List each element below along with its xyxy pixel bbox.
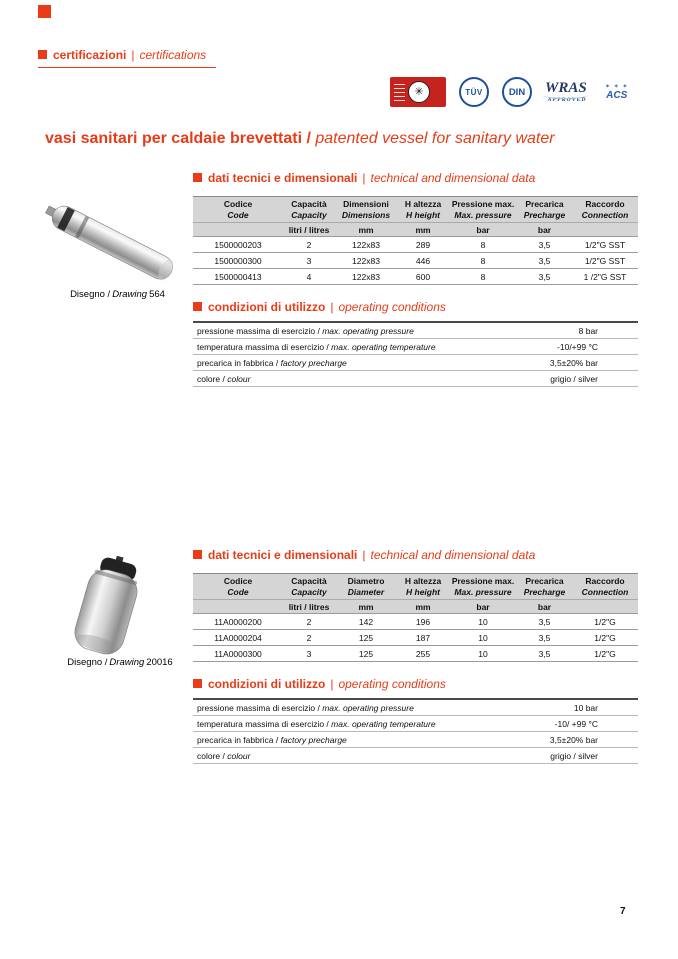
- col-header-en: Max. pressure: [454, 586, 512, 597]
- col-header-en: Precharge: [523, 209, 566, 220]
- unit-cell: mm: [397, 600, 449, 614]
- table-cell: 2: [283, 630, 335, 646]
- tech-header-en: technical and dimensional data: [370, 171, 536, 185]
- table-cell: 122x83: [335, 237, 397, 253]
- col-header: [572, 197, 638, 223]
- table-cell: 11A0000300: [193, 646, 283, 662]
- cert-header-it: certificazioni: [53, 48, 127, 62]
- condition-row: [193, 716, 638, 732]
- condition-label-en: factory precharge: [280, 734, 347, 745]
- condition-row: [193, 322, 638, 339]
- table-cell: 3,5: [517, 253, 572, 269]
- table-cell: 125: [335, 646, 397, 662]
- operating-conditions-table-1: [193, 321, 638, 387]
- col-header-it: Codice: [223, 199, 253, 209]
- unit-cell: mm: [397, 223, 449, 237]
- col-header-en: Code: [227, 209, 249, 220]
- cert-header-en: certifications: [139, 48, 207, 62]
- wras-text: WRAS: [545, 79, 587, 96]
- table-cell: 4: [283, 269, 335, 285]
- col-header: [397, 574, 449, 600]
- condition-label-it: pressione massima di esercizio /: [197, 325, 323, 336]
- condition-label: [193, 732, 508, 748]
- header-separator: |: [330, 677, 334, 691]
- table-row: [193, 269, 638, 285]
- condition-row: [193, 355, 638, 371]
- col-header-it: Diametro: [347, 576, 385, 586]
- table-cell: 10: [449, 630, 517, 646]
- tuv-logo-icon: TÜV: [459, 77, 489, 107]
- col-header-en: Code: [227, 586, 249, 597]
- table-cell: 3,5: [517, 269, 572, 285]
- operating-conditions-table-2: [193, 698, 638, 764]
- table-header-row: [193, 197, 638, 223]
- col-header-en: Connection: [581, 209, 629, 220]
- table-cell: 1/2"G: [572, 614, 638, 630]
- drawing-caption-1: [40, 289, 195, 300]
- table-cell: 2: [283, 614, 335, 630]
- corner-square-icon: [38, 5, 51, 18]
- caption-number: 564: [149, 289, 165, 300]
- condition-value: grigio / silver: [508, 371, 638, 387]
- table-row: [193, 614, 638, 630]
- table-cell: 10: [449, 646, 517, 662]
- table-cell: 1 /2"G SST: [572, 269, 638, 285]
- col-header: [193, 197, 283, 223]
- col-header-it: Pressione max.: [451, 199, 515, 209]
- condition-label-en: max. operating pressure: [322, 702, 414, 713]
- unit-cell: [193, 600, 283, 614]
- col-header: [449, 197, 517, 223]
- page-title-it: vasi sanitari per caldaie brevettati /: [45, 130, 311, 147]
- condition-row: [193, 699, 638, 716]
- condition-row: [193, 371, 638, 387]
- table-cell: 1/2"G SST: [572, 253, 638, 269]
- col-header-en: Connection: [581, 586, 629, 597]
- table-cell: 125: [335, 630, 397, 646]
- col-header-en: Capacity: [291, 586, 327, 597]
- table-row: [193, 630, 638, 646]
- col-header-en: H height: [406, 209, 440, 220]
- horizontal-vessel-illustration: [45, 192, 195, 292]
- table-cell: 142: [335, 614, 397, 630]
- table-cell: 8: [449, 237, 517, 253]
- condition-label-en: max. operating temperature: [331, 341, 436, 352]
- unit-cell: [193, 223, 283, 237]
- condition-label-en: max. operating temperature: [331, 718, 436, 729]
- page-title-en: patented vessel for sanitary water: [310, 130, 555, 147]
- table-cell: 289: [397, 237, 449, 253]
- col-header-en: Max. pressure: [454, 209, 512, 220]
- tech-data-header-2: [193, 548, 535, 562]
- operating-conditions-header-1: [193, 300, 446, 314]
- cond-header-en: operating conditions: [338, 677, 446, 691]
- table-cell: 8: [449, 253, 517, 269]
- table-cell: 2: [283, 237, 335, 253]
- condition-label: [193, 371, 508, 387]
- table-cell: 1500000300: [193, 253, 283, 269]
- col-header-en: Diameter: [347, 586, 385, 597]
- col-header: [397, 197, 449, 223]
- caption-en: Drawing: [112, 289, 148, 300]
- certification-logos: [390, 75, 634, 109]
- drawing-caption-2: [36, 657, 204, 668]
- caption-it: Disegno /: [67, 657, 108, 668]
- table-cell: 11A0000204: [193, 630, 283, 646]
- condition-row: [193, 732, 638, 748]
- condition-label-it: temperatura massima di esercizio /: [197, 341, 332, 352]
- badge-text-lines: [394, 84, 405, 101]
- tech-header-en: technical and dimensional data: [370, 548, 536, 562]
- table-row: [193, 253, 638, 269]
- condition-value: 10 bar: [508, 699, 638, 716]
- red-square-icon: [38, 50, 47, 59]
- unit-cell: mm: [335, 223, 397, 237]
- table-cell: 8: [449, 269, 517, 285]
- table-cell: 196: [397, 614, 449, 630]
- page-title: [45, 130, 555, 148]
- unit-cell: [572, 600, 638, 614]
- certification-badge-icon: [390, 77, 446, 107]
- badge-seal-icon: ✳: [408, 81, 430, 103]
- caption-number: 20016: [146, 657, 173, 668]
- condition-label-it: precarica in fabbrica /: [197, 734, 281, 745]
- table-units-row: [193, 223, 638, 237]
- condition-label-it: colore /: [197, 373, 228, 384]
- condition-label-it: precarica in fabbrica /: [197, 357, 281, 368]
- header-separator: |: [131, 48, 135, 62]
- col-header-it: Capacità: [291, 199, 327, 209]
- col-header-en: Capacity: [291, 209, 327, 220]
- col-header-it: H altezza: [404, 199, 442, 209]
- page-number: 7: [620, 906, 626, 917]
- condition-label-en: colour: [227, 373, 251, 384]
- col-header: [449, 574, 517, 600]
- table-units-row: [193, 600, 638, 614]
- wras-swoosh-icon: [542, 91, 588, 99]
- condition-label-en: colour: [227, 750, 251, 761]
- table-cell: 11A0000200: [193, 614, 283, 630]
- col-header-it: H altezza: [404, 576, 442, 586]
- unit-cell: litri / litres: [283, 600, 335, 614]
- cond-header-it: condizioni di utilizzo: [208, 677, 326, 691]
- din-logo-icon: DIN: [502, 77, 532, 107]
- table-row: [193, 646, 638, 662]
- condition-label: [193, 699, 508, 716]
- unit-cell: bar: [517, 600, 572, 614]
- tech-header-it: dati tecnici e dimensionali: [208, 548, 358, 562]
- red-square-icon: [193, 173, 202, 182]
- table-cell: 255: [397, 646, 449, 662]
- caption-en: Drawing: [109, 657, 145, 668]
- table-cell: 3: [283, 253, 335, 269]
- cond-header-it: condizioni di utilizzo: [208, 300, 326, 314]
- condition-label: [193, 716, 508, 732]
- table-header-row: [193, 574, 638, 600]
- col-header-it: Capacità: [291, 576, 327, 586]
- unit-cell: litri / litres: [283, 223, 335, 237]
- condition-label-it: temperatura massima di esercizio /: [197, 718, 332, 729]
- vertical-vessel-illustration: [68, 548, 186, 660]
- acs-text: ACS: [606, 89, 628, 101]
- col-header-en: Dimensions: [341, 209, 391, 220]
- col-header-en: Precharge: [523, 586, 566, 597]
- caption-it: Disegno /: [70, 289, 111, 300]
- unit-cell: [572, 223, 638, 237]
- wras-approved-text: APPROVED: [547, 96, 587, 103]
- condition-label: [193, 322, 508, 339]
- col-header-it: Precarica: [525, 199, 564, 209]
- table-cell: 1500000203: [193, 237, 283, 253]
- col-header-it: Codice: [223, 576, 253, 586]
- unit-cell: mm: [335, 600, 397, 614]
- table-cell: 1/2"G: [572, 646, 638, 662]
- table-cell: 187: [397, 630, 449, 646]
- table-cell: 122x83: [335, 253, 397, 269]
- unit-cell: bar: [449, 223, 517, 237]
- wras-logo-icon: [545, 81, 587, 104]
- table-cell: 3,5: [517, 630, 572, 646]
- condition-label: [193, 355, 508, 371]
- condition-row: [193, 748, 638, 764]
- col-header: [283, 197, 335, 223]
- tech-data-header-1: [193, 171, 535, 185]
- col-header: [335, 197, 397, 223]
- condition-value: -10/ +99 °C: [508, 716, 638, 732]
- certifications-header: [38, 48, 216, 68]
- col-header: [335, 574, 397, 600]
- unit-cell: bar: [449, 600, 517, 614]
- condition-label-it: pressione massima di esercizio /: [197, 702, 323, 713]
- technical-data-table-2: [193, 573, 638, 662]
- tech-header-it: dati tecnici e dimensionali: [208, 171, 358, 185]
- col-header: [517, 574, 572, 600]
- col-header: [193, 574, 283, 600]
- table-cell: 3,5: [517, 614, 572, 630]
- condition-value: 3,5±20% bar: [508, 355, 638, 371]
- technical-data-table-1: [193, 196, 638, 285]
- vessel-drawing-1: [45, 192, 195, 292]
- condition-label-en: factory precharge: [280, 357, 347, 368]
- header-separator: |: [362, 171, 366, 185]
- unit-cell: bar: [517, 223, 572, 237]
- condition-label: [193, 339, 508, 355]
- col-header-it: Dimensioni: [343, 199, 389, 209]
- condition-label: [193, 748, 508, 764]
- table-cell: 3: [283, 646, 335, 662]
- operating-conditions-header-2: [193, 677, 446, 691]
- condition-value: 8 bar: [508, 322, 638, 339]
- vessel-drawing-2: [68, 548, 186, 660]
- table-cell: 122x83: [335, 269, 397, 285]
- table-cell: 10: [449, 614, 517, 630]
- col-header: [517, 197, 572, 223]
- col-header-it: Precarica: [525, 576, 564, 586]
- table-cell: 3,5: [517, 237, 572, 253]
- red-square-icon: [193, 679, 202, 688]
- col-header-it: Raccordo: [585, 199, 625, 209]
- table-cell: 446: [397, 253, 449, 269]
- table-cell: 600: [397, 269, 449, 285]
- table-row: [193, 237, 638, 253]
- condition-label-en: max. operating pressure: [322, 325, 414, 336]
- table-cell: 1500000413: [193, 269, 283, 285]
- table-cell: 3,5: [517, 646, 572, 662]
- table-cell: 1/2"G: [572, 630, 638, 646]
- col-header: [572, 574, 638, 600]
- col-header: [283, 574, 335, 600]
- cond-header-en: operating conditions: [338, 300, 446, 314]
- red-square-icon: [193, 550, 202, 559]
- col-header-en: H height: [406, 586, 440, 597]
- acs-logo-icon: [600, 84, 634, 101]
- red-square-icon: [193, 302, 202, 311]
- acs-stars-icon: ✶ ✶ ✶: [604, 83, 629, 90]
- col-header-it: Pressione max.: [451, 576, 515, 586]
- condition-value: 3,5±20% bar: [508, 732, 638, 748]
- header-separator: |: [362, 548, 366, 562]
- condition-value: -10/+99 °C: [508, 339, 638, 355]
- col-header-it: Raccordo: [585, 576, 625, 586]
- header-separator: |: [330, 300, 334, 314]
- condition-row: [193, 339, 638, 355]
- table-cell: 1/2"G SST: [572, 237, 638, 253]
- condition-label-it: colore /: [197, 750, 228, 761]
- condition-value: grigio / silver: [508, 748, 638, 764]
